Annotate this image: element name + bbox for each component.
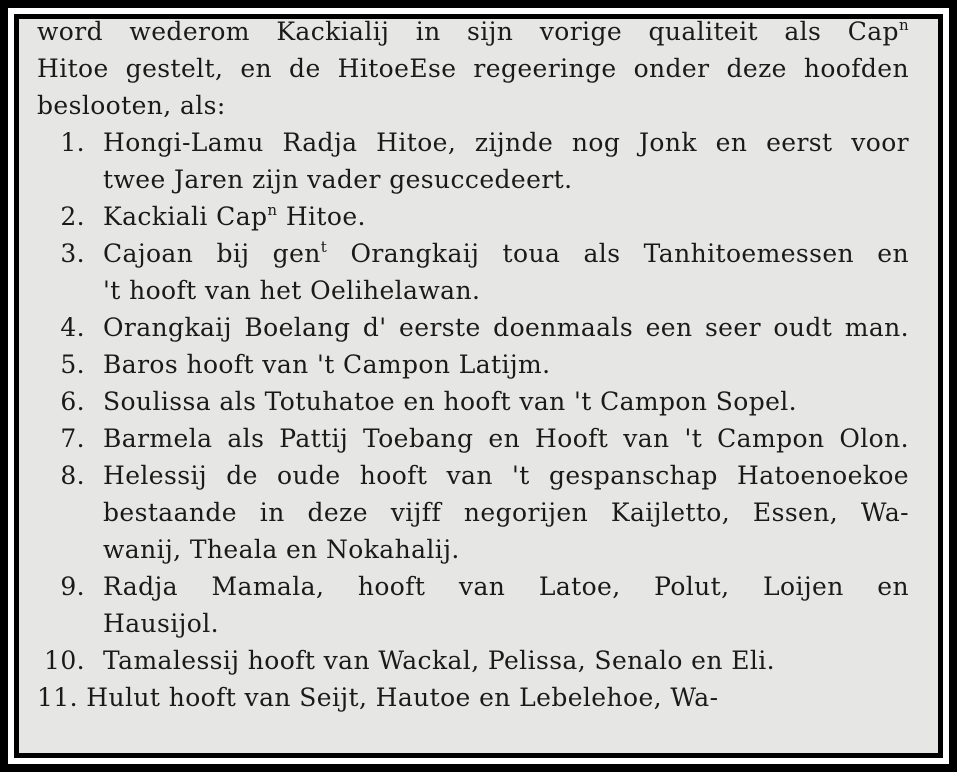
item-number: 9. bbox=[60, 572, 85, 601]
item-line: twee Jaren zijn vader gesuccedeert. bbox=[103, 165, 573, 194]
item-line: Kackiali Cap$^n$ Hitoe. bbox=[103, 201, 366, 231]
list-item-10 bbox=[37, 642, 909, 679]
item-line: Tamalessij hooft van Wackal, Pelissa, Senalo en Eli. bbox=[103, 646, 775, 675]
inner-black-border bbox=[14, 14, 943, 758]
intro-paragraph bbox=[37, 19, 909, 124]
item-number: 1. bbox=[60, 128, 85, 157]
item-number: 5. bbox=[60, 350, 85, 379]
item-number: 3. bbox=[60, 239, 85, 268]
item-line: Orangkaij Boelang d' eerste doenmaals een seer oudt man. bbox=[103, 313, 909, 342]
list-item-1 bbox=[37, 124, 909, 198]
item-line: Helessij de oude hooft van 't gespanschap Hatoenoekoe bbox=[103, 461, 909, 490]
intro-line-2: Hitoe gestelt, en de HitoeEse regeeringe onder deze hoofden bbox=[37, 54, 909, 83]
list-item-6 bbox=[37, 383, 909, 420]
item-line: wanij, Theala en Nokahalij. bbox=[103, 535, 460, 564]
item-line: Baros hooft van 't Campon Latijm. bbox=[103, 350, 551, 379]
intro-line-3: beslooten, als: bbox=[37, 91, 226, 120]
item-number: 8. bbox=[60, 461, 85, 490]
item-number: 4. bbox=[60, 313, 85, 342]
item-line: Cajoan bij gen$^t$ Orangkaij toua als Tanhitoemessen en bbox=[103, 238, 909, 268]
item-number: 6. bbox=[60, 387, 85, 416]
list-item-3 bbox=[37, 235, 909, 309]
page-text-block bbox=[37, 19, 909, 716]
item-line: Hausijol. bbox=[103, 609, 219, 638]
item-line: 't hooft van het Oelihelawan. bbox=[103, 276, 481, 305]
list-item-8 bbox=[37, 457, 909, 568]
item-number: 7. bbox=[60, 424, 85, 453]
item-line: Hongi-Lamu Radja Hitoe, zijnde nog Jonk en eerst voor bbox=[103, 128, 909, 157]
scanned-page bbox=[19, 19, 938, 753]
item-line: Soulissa als Totuhatoe en hooft van 't Campon Sopel. bbox=[103, 387, 798, 416]
list-item-5 bbox=[37, 346, 909, 383]
list-item-2 bbox=[37, 198, 909, 235]
item-line: Barmela als Pattij Toebang en Hooft van 't Campon Olon. bbox=[103, 424, 909, 453]
cut-off-line: 11. Hulut hooft van Seijt, Hautoe en Lebelehoe, Wa- bbox=[37, 683, 719, 712]
list-item-9 bbox=[37, 568, 909, 642]
item-number: 2. bbox=[60, 202, 85, 231]
intro-line-1: word wederom Kackialij in sijn vorige qualiteit als Cap$^n$ bbox=[37, 19, 909, 46]
list-item-4 bbox=[37, 309, 909, 346]
item-line: Radja Mamala, hooft van Latoe, Polut, Loijen en bbox=[103, 572, 909, 601]
item-line: bestaande in deze vijff negorijen Kaijletto, Essen, Wa- bbox=[103, 498, 909, 527]
outer-white-border bbox=[8, 8, 949, 764]
item-number: 10. bbox=[44, 646, 85, 675]
list-item-7 bbox=[37, 420, 909, 457]
